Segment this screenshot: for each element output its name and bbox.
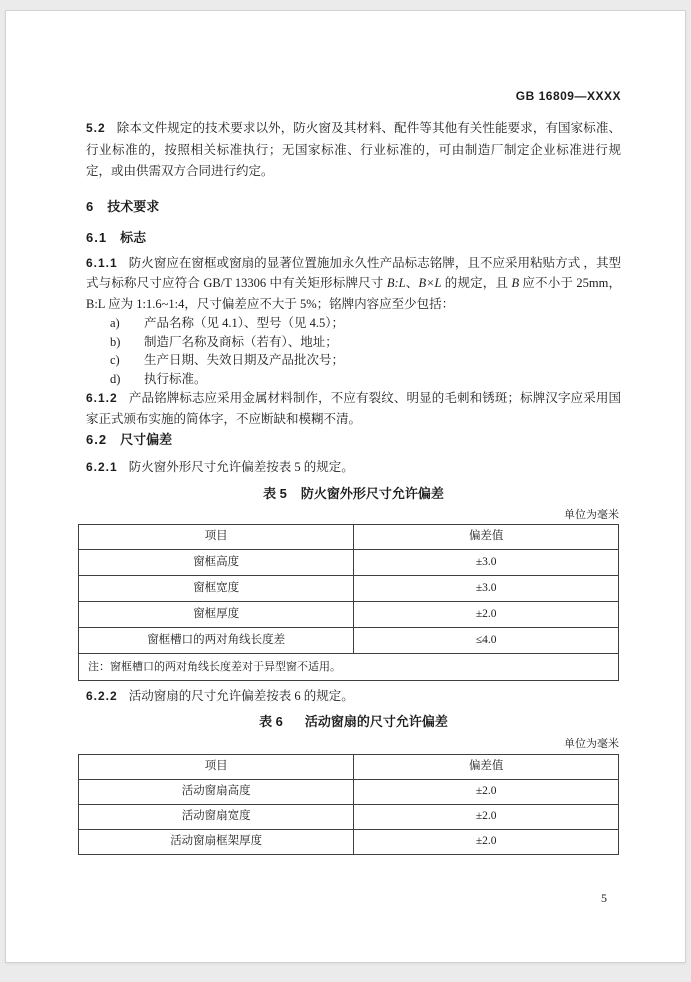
section-number: 6 [86,198,95,214]
list-item [110,370,621,389]
list-marker: a) [110,316,120,330]
clause-text: 的规定，且 [441,276,512,290]
list-item-text: 产品名称（见 4.1）、型号（见 4.5）； [144,316,345,330]
clause-6-1-1 [86,253,621,315]
table-6-caption [86,713,621,730]
clause-5-2 [86,118,621,183]
variable-symbol: B×L [418,276,442,290]
table-cell: ±3.0 [354,549,619,575]
table-label: 表 6 [259,713,283,729]
column-header: 项目 [79,754,354,779]
table-row [79,549,619,575]
clause-6-1-1-list [110,314,621,388]
table-label: 表 5 [263,485,287,501]
table-title: 活动窗扇的尺寸允许偏差 [304,713,448,729]
table-row [79,601,619,627]
table-cell: 活动窗扇框架厚度 [79,829,354,854]
variable-symbol: B:L [386,276,406,290]
document-page [5,10,686,963]
section-title: 技术要求 [107,198,160,214]
table-6 [78,754,619,855]
table-cell: 活动窗扇宽度 [79,804,354,829]
page-number: 5 [601,891,607,905]
table-cell: ±3.0 [354,575,619,601]
table-header-row [79,524,619,549]
table-5 [78,524,619,682]
table-row [79,575,619,601]
table-title: 防火窗外形尺寸允许偏差 [300,485,444,501]
section-number: 6.2 [86,432,108,447]
clause-6-2-1 [86,457,621,478]
list-marker: b) [110,334,121,349]
table-cell: 窗框槽口的两对角线长度差 [79,627,354,653]
list-marker: c) [110,353,120,367]
clause-text: 产品铭牌标志应采用金属材料制作，不应有裂纹、明显的毛刺和锈斑；标牌汉字应采用国家正式颁布实施的简体字，不应断缺和模糊不清。 [86,391,621,426]
list-item [110,333,621,352]
clause-text: 除本文件规定的技术要求以外，防火窗及其材料、配件等其他有关性能要求，有国家标准、行业标准的，按照相关标准执行；无国家标准、行业标准的，可由制造厂制定企业标准进行规定，或由供需双方合同进行约定。 [86,121,621,178]
column-header: 偏差值 [354,524,619,549]
column-header: 项目 [79,524,354,549]
table-cell: ≤4.0 [354,627,619,653]
section-number: 6.1 [86,229,108,245]
table-cell: 窗框厚度 [79,601,354,627]
section-6-1-heading [86,229,621,246]
standard-code-header: GB 16809—XXXX [515,89,621,103]
clause-text: 防火窗外形尺寸允许偏差按表 5 的规定。 [128,460,354,474]
clause-text: 应不小于 25mm，B:L 应为 1:1.6~1:4，尺寸偏差应不大于 5%；铭牌内容应至少包括： [86,276,621,311]
list-marker: d) [110,371,121,386]
table-row [79,829,619,854]
section-title: 标志 [120,229,147,245]
table-note-row [79,653,619,681]
clause-6-2-2 [86,686,621,707]
table-cell: 窗框高度 [79,549,354,575]
table-cell: ±2.0 [354,829,619,854]
column-header: 偏差值 [354,754,619,779]
table-row [79,627,619,653]
clause-text: 防火窗应在窗框或窗扇的显著位置施加永久性产品标志铭牌，且不应采用粘贴方式 ，其型式与标称尺寸应符合 GB/T 13306 中有关矩形标牌尺寸 [86,255,621,290]
clause-number: 6.1.1 [86,255,118,270]
clause-number: 6.1.2 [86,391,118,405]
section-6-2-heading [86,431,621,448]
table-row [79,804,619,829]
list-item [110,351,621,370]
clause-number: 6.2.2 [86,689,118,703]
clause-number: 6.2.1 [86,460,118,474]
section-title: 尺寸偏差 [120,432,173,447]
table-cell: ±2.0 [354,779,619,804]
list-item [110,314,621,333]
table-header-row [79,754,619,779]
clause-text: 、 [405,276,419,290]
clause-6-1-2 [86,388,621,429]
table-6-unit-note: 单位为毫米 [564,737,619,750]
page-content [6,11,685,855]
clause-number: 5.2 [86,121,106,135]
table-cell: 窗框宽度 [79,575,354,601]
table-cell: 活动窗扇高度 [79,779,354,804]
table-cell: ±2.0 [354,601,619,627]
section-6-heading [86,198,621,215]
table-5-unit-note: 单位为毫米 [564,508,619,521]
table-note: 注：窗框槽口的两对角线长度差对于异型窗不适用。 [79,653,619,681]
table-cell: ±2.0 [354,804,619,829]
variable-symbol: B [511,276,520,290]
table-5-caption [86,485,621,502]
list-item-text: 生产日期、失效日期及产品批次号； [144,353,345,367]
clause-text: 活动窗扇的尺寸允许偏差按表 6 的规定。 [128,689,354,703]
table-row [79,779,619,804]
list-item-text: 执行标准。 [144,371,207,386]
list-item-text: 制造厂名称及商标（若有）、地址； [144,334,338,349]
